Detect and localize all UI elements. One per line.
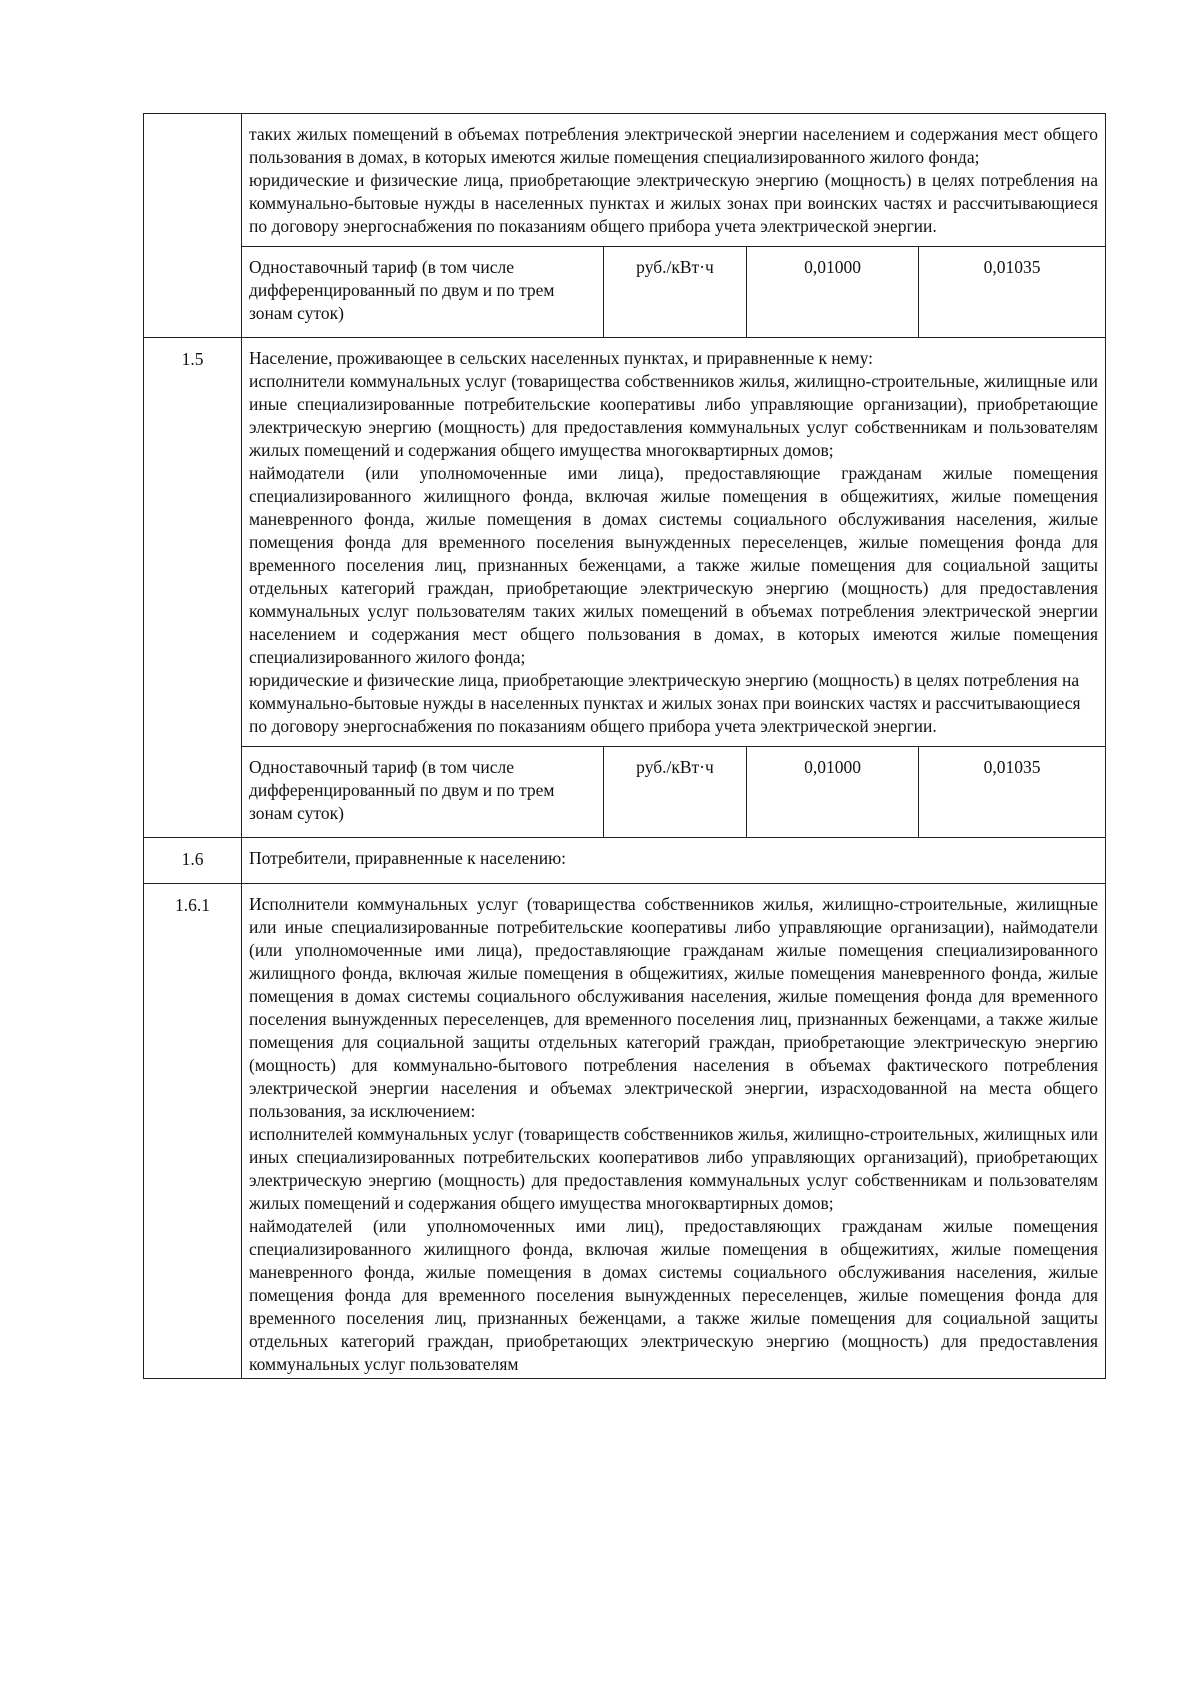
tariff-value-1: 0,01000 — [747, 247, 919, 338]
table-row-1-5 — [144, 338, 1106, 747]
row-number-cell — [144, 114, 242, 338]
table-row-tariff — [144, 747, 1106, 838]
tariff-table — [143, 113, 1106, 1379]
table-row-1-6 — [144, 838, 1106, 884]
row-description — [242, 338, 1106, 747]
row-description — [242, 114, 1106, 247]
table-row-1-6-1 — [144, 884, 1106, 1379]
row-description — [242, 884, 1106, 1379]
tariff-name: Одноставочный тариф (в том числе дифференцированный по двум и по трем зонам суток) — [242, 247, 604, 338]
row-description: Потребители, приравненные к населению: — [242, 838, 1106, 884]
tariff-unit: руб./кВт·ч — [604, 747, 747, 838]
row-number: 1.6.1 — [144, 884, 242, 1379]
paragraph: Население, проживающее в сельских населенных пунктах, и приравненные к нему: — [249, 348, 874, 368]
tariff-value-2: 0,01035 — [919, 747, 1106, 838]
paragraph: юридические и физические лица, приобретающие электрическую энергию (мощность) в целях потребления на коммунально-бытовые нужды в населенных пунктах и жилых зонах при воинских частях и рассчитывающиеся по договору энергоснабжения по показаниям общего прибора учета электрической энергии. — [249, 170, 1099, 236]
tariff-value-1: 0,01000 — [747, 747, 919, 838]
row-number: 1.5 — [144, 338, 242, 838]
row-number: 1.6 — [144, 838, 242, 884]
paragraph: исполнители коммунальных услуг (товарищества собственников жилья, жилищно-строительные, жилищные или иные специализированные потребительские кооперативы либо управляющие организации), приобретающие электрическую энергию (мощность) для предоставления коммунальных услуг собственникам и пользователям жилых помещений и содержания общего имущества многоквартирных домов; — [249, 371, 1099, 460]
paragraph: наймодатели (или уполномоченные ими лица), предоставляющие гражданам жилые помещения специализированного жилищного фонда, включая жилые помещения в общежитиях, жилые помещения маневренного фонда, жилые помещения в домах системы социального обслуживания населения, жилые помещения фонда для временного поселения вынужденных переселенцев, жилые помещения фонда для временного поселения лиц, признанных беженцами, а также жилые помещения для социальной защиты отдельных категорий граждан, приобретающие электрическую энергию (мощность) для предоставления коммунальных услуг пользователям таких жилых помещений в объемах потребления электрической энергии населением и содержания мест общего пользования в домах, в которых имеются жилые помещения специализированного жилого фонда; — [249, 463, 1099, 667]
tariff-unit: руб./кВт·ч — [604, 247, 747, 338]
paragraph: наймодателей (или уполномоченных ими лиц), предоставляющих гражданам жилые помещения специализированного жилищного фонда, включая жилые помещения в общежитиях, жилые помещения маневренного фонда, жилые помещения в домах системы социального обслуживания населения, жилые помещения фонда для временного поселения вынужденных переселенцев, жилые помещения фонда для временного поселения лиц, признанных беженцами, а также жилые помещения для социальной защиты отдельных категорий граждан, приобретающих электрическую энергию (мощность) для предоставления коммунальных услуг пользователям — [249, 1216, 1099, 1374]
paragraph: Исполнители коммунальных услуг (товарищества собственников жилья, жилищно-строительные, жилищные или иные специализированные потребительские кооперативы либо управляющие организации), наймодатели (или уполномоченные ими лица), предоставляющие гражданам жилые помещения специализированного жилищного фонда, включая жилые помещения в общежитиях, жилые помещения маневренного фонда, жилые помещения в домах системы социального обслуживания населения, жилые помещения фонда для временного поселения вынужденных переселенцев, для временного поселения лиц, признанных беженцами, а также жилые помещения для социальной защиты отдельных категорий граждан, приобретающие электрическую энергию (мощность) для коммунально-бытового потребления населения в объемах фактического потребления электрической энергии населения и объемах электрической энергии, израсходованной на места общего пользования, за исключением: — [249, 894, 1099, 1121]
paragraph: исполнителей коммунальных услуг (товариществ собственников жилья, жилищно-строительных, жилищных или иных специализированных потребительских кооперативов либо управляющих организаций), приобретающих электрическую энергию (мощность) для предоставления коммунальных услуг собственникам и пользователям жилых помещений и содержания общего имущества многоквартирных домов; — [249, 1124, 1099, 1213]
tariff-name: Одноставочный тариф (в том числе дифференцированный по двум и по трем зонам суток) — [242, 747, 604, 838]
paragraph: таких жилых помещений в объемах потребления электрической энергии населением и содержания мест общего пользования в домах, в которых имеются жилые помещения специализированного жилого фонда; — [249, 124, 1099, 167]
table-row-continuation — [144, 114, 1106, 247]
tariff-value-2: 0,01035 — [919, 247, 1106, 338]
table-row-tariff — [144, 247, 1106, 338]
paragraph: юридические и физические лица, приобретающие электрическую энергию (мощность) в целях потребления на коммунально-бытовые нужды в населенных пунктах и жилых зонах при воинских частях и рассчитывающиеся по договору энергоснабжения по показаниям общего прибора учета электрической энергии. — [249, 670, 1081, 736]
